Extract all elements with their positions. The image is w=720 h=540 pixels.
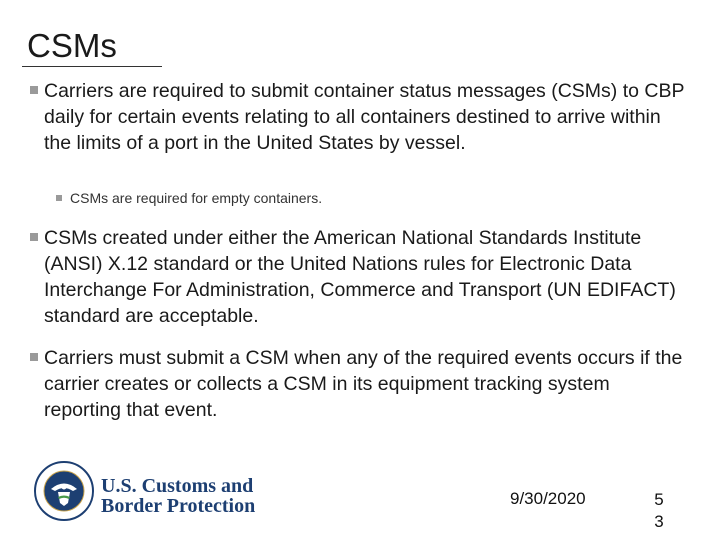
page-number-digit-1: 5: [654, 490, 664, 509]
title-underline: [22, 66, 162, 67]
wordmark-line-2: Border Protection: [101, 495, 256, 517]
bullet-text: Carriers are required to submit container status messages (CSMs) to CBP daily for certain events relating to all containers destined to arrive within the limits of a port in the United States by vessel.: [44, 80, 685, 154]
bullet-square-icon: [30, 353, 38, 361]
sub-bullet-square-icon: [56, 195, 62, 201]
sub-bullet-item-1: [56, 189, 676, 207]
dhs-seal-icon: [34, 461, 94, 521]
bullet-item-3: [30, 345, 690, 423]
wordmark-line-1: U.S. Customs and: [101, 475, 254, 497]
bullet-square-icon: [30, 233, 38, 241]
bullet-text: CSMs created under either the American National Standards Institute (ANSI) X.12 standard or the United Nations rules for Electronic Data Interchange For Administration, Commerce and Transport (UN EDIFACT) standard are acceptable.: [44, 227, 676, 327]
cbp-wordmark: [101, 476, 255, 516]
bullet-item-2: [30, 225, 690, 329]
bullet-item-1: [30, 78, 690, 156]
page-number-digit-2: 3: [654, 512, 664, 531]
slide-title: CSMs: [27, 27, 117, 64]
bullet-square-icon: [30, 86, 38, 94]
footer-date: 9/30/2020: [510, 489, 586, 508]
page-number: [652, 489, 666, 533]
bullet-text: Carriers must submit a CSM when any of the required events occurs if the carrier creates or collects a CSM in its equipment tracking system reporting that event.: [44, 347, 683, 421]
sub-bullet-text: CSMs are required for empty containers.: [70, 190, 323, 206]
